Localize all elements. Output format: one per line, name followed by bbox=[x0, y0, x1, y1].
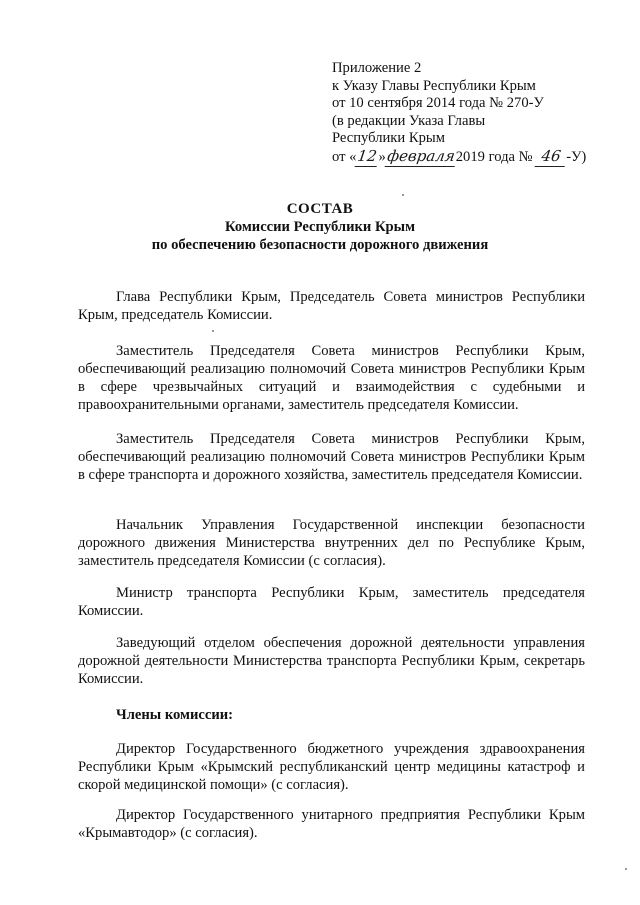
paragraph-5 bbox=[78, 584, 585, 620]
paragraph-6 bbox=[78, 634, 585, 688]
appendix-header bbox=[332, 60, 612, 166]
amend-mid: » bbox=[378, 148, 386, 165]
title-sub-2: по обеспечению безопасности дорожного движения bbox=[151, 237, 489, 253]
appendix-line-2: к Указу Главы Республики Крым bbox=[332, 77, 536, 94]
handwritten-day: 12 bbox=[356, 146, 379, 165]
amend-year: 2019 года № bbox=[455, 148, 533, 165]
paragraph-text: Глава Республики Крым, Председатель Совета министров Республики Крым, председатель Комиссии. bbox=[78, 289, 585, 323]
handwritten-number: 46 bbox=[535, 148, 568, 167]
appendix-line-5: Республики Крым bbox=[332, 130, 445, 146]
paragraph-text: Министр транспорта Республики Крым, заместитель председателя Комиссии. bbox=[78, 585, 585, 619]
scan-speck bbox=[402, 194, 404, 196]
appendix-line-1: Приложение 2 bbox=[332, 60, 422, 76]
paragraph-text: Начальник Управления Государственной инспекции безопасности дорожного движения Министерства внутренних дел по Республике Крым, заместитель председателя Комиссии (с согласия). bbox=[78, 517, 585, 569]
handwritten-month: февраля bbox=[385, 146, 456, 165]
scan-speck bbox=[625, 868, 627, 870]
paragraph-4 bbox=[78, 516, 585, 570]
paragraph-text: Директор Государственного унитарного предприятия Республики Крым «Крымавтодор» (с согласия). bbox=[78, 807, 585, 841]
members-heading-block bbox=[78, 706, 585, 724]
amend-prefix: от « bbox=[332, 148, 357, 165]
title-main: СОСТАВ bbox=[286, 201, 354, 217]
members-heading: Члены комиссии: bbox=[116, 707, 234, 723]
paragraph-2 bbox=[78, 342, 585, 414]
member-paragraph-1 bbox=[78, 740, 585, 794]
paragraph-text: Заместитель Председателя Совета министров Республики Крым, обеспечивающий реализацию полномочий Совета министров Республики Крым в сфере транспорта и дорожного хозяйства, заместитель председателя Комиссии. bbox=[78, 431, 585, 483]
appendix-line-3: от 10 сентября 2014 года № 270-У bbox=[332, 95, 544, 111]
scan-speck bbox=[212, 330, 214, 332]
paragraph-1 bbox=[78, 288, 585, 324]
amend-suffix: -У) bbox=[566, 148, 587, 165]
member-paragraph-2 bbox=[78, 806, 585, 842]
paragraph-text: Заведующий отделом обеспечения дорожной деятельности управления дорожной деятельности Министерства транспорта Республики Крым, секретарь Комиссии. bbox=[78, 635, 585, 687]
paragraph-text: Директор Государственного бюджетного учреждения здравоохранения Республики Крым «Крымский республиканский центр медицины катастроф и скорой медицинской помощи» (с согласия). bbox=[78, 741, 585, 793]
document-title bbox=[0, 200, 640, 254]
amendment-date-line bbox=[332, 148, 612, 167]
appendix-line-4: (в редакции Указа Главы bbox=[332, 112, 486, 129]
title-sub-1: Комиссии Республики Крым bbox=[224, 219, 416, 235]
paragraph-text: Заместитель Председателя Совета министров Республики Крым, обеспечивающий реализацию полномочий Совета министров Республики Крым в сфере чрезвычайных ситуаций и взаимодействия с судебными и правоохранительными органами, заместитель председателя Комиссии. bbox=[78, 343, 585, 413]
paragraph-3 bbox=[78, 430, 585, 484]
